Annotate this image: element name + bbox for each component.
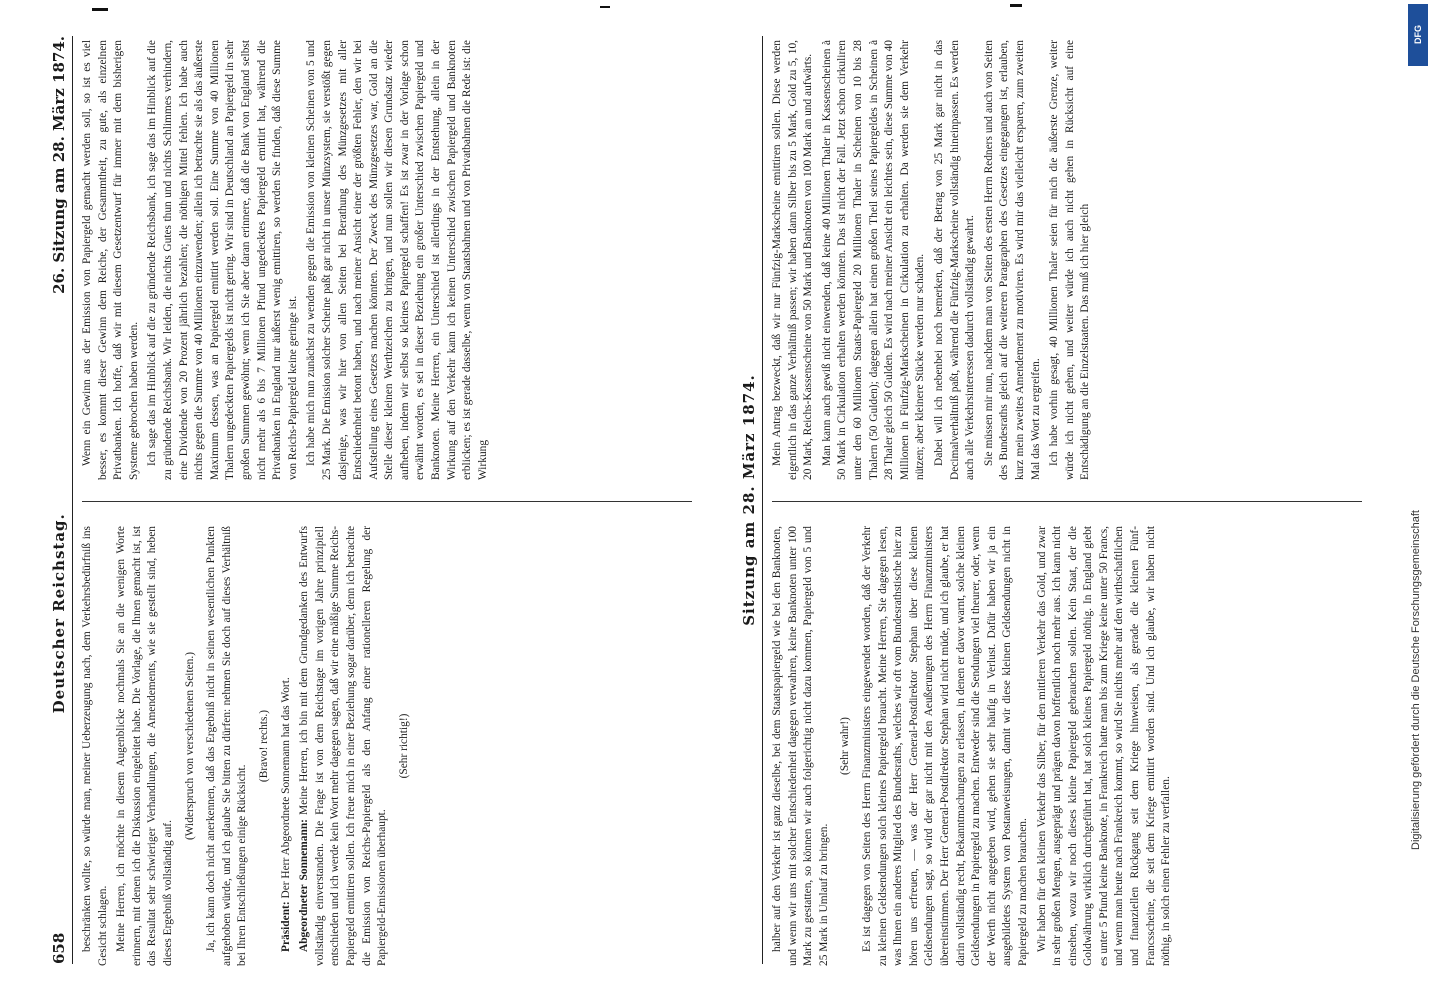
speech-paragraph (279, 526, 295, 966)
running-head: Sitzung am 28. März 1874. (740, 374, 758, 626)
speech-text: Der Herr Abgeordnete Sonnemann hat das Wort. (279, 677, 292, 899)
paragraph: halber auf den Verkehr ist ganz dieselbe, bei dem Staatspapiergeld wie bei den Banknoten, und wenn wir uns mit solcher Entschiedenheit dagegen verwahren, keine Banknoten unter 100 Mark zu gestatten, so können wir auch folgerichtig nicht dazu kommen, Papiergeld von 5 und 25 Mark in Umlauf zu bringen. (771, 526, 830, 966)
text-column-left (770, 526, 1178, 966)
paragraph: Ich sage das im Hinblick auf die zu gründende Reichsbank, ich sage das im Hinblick auf die zu gründende Reichsbank. Wir leiden, die nichts Gutes thun und nichts Schlimmes verhindern, eine Dividende von 20 Prozent jährlich bezahlen; die nöthigen Mittel fehlen. Ich habe auch nichts gegen die Summe von 40 Millionen einzuwenden; allein ich betrachte sie als das äußerste Maximum dessen, was an Papiergeld emittirt werden soll. Eine Summe von 40 Millionen Thalern ungedeckten Papiergelds ist nicht gering. Wir sind in Deutschland an Papiergeld in sehr großen Summen gewöhnt; wenn ich Sie aber daran erinnere, daß die Bank von England selbst nicht mehr als 6 bis 7 Millionen Pfund ungedecktes Papiergeld emittirt hat, während die Privatbanken in England nur äußerst wenig emittiren, so werden Sie finden, daß diese Summe von Reichs-Papiergeld keine geringe ist. (146, 40, 299, 480)
speech-paragraph (297, 526, 391, 966)
credit-text: Digitalisierung gefördert durch die Deutsche Forschungsgemeinschaft (1410, 510, 1422, 850)
page-header (46, 36, 73, 964)
upper-page (730, 0, 1370, 1000)
paragraph: Wir haben für den kleinen Verkehr das Silber, für den mittleren Verkehr das Gold, und zwar in sehr großen Mengen, ausgeprägt und prägen davon hoffentlich noch mehr aus. Ich kann nicht einsehen, wozu wir noch dieses kleine Papiergeld gebrauchen sollen. Kein Staat, der die Goldwährung wirklich durchgeführt hat, hat solch kleines Papiergeld nöthig. In England giebt es unter 5 Pfund keine Banknote, in Frankreich hatte man bis zum Kriege keine unter 50 Francs, und wenn man heute nach Frankreich kommt, so wird Sie nichts mehr auf den wirthschaftlichen und finanziellen Rückgang seit dem Kriege hinweisen, als gerade die kleinen Fünf-Francsscheine, die seit dem Kriege emittirt worden sind. Und ich glaube, wir haben nicht nöthig, in solch einen Fehler zu verfallen. (1035, 526, 1173, 966)
text-column-right (80, 40, 494, 480)
paragraph: Mein Antrag bezweckt, daß wir nur Fünfzig-Markscheine emittiren sollen. Diese werden eigentlich in das ganze Verhältniß passen; wir haben dann Silber bis zu 5 Mark, Gold zu 5, 10, 20 Mark, Reichs-Kassenscheine von 50 Mark und Banknoten von 100 Mark an und aufwärts. (771, 40, 815, 480)
page-number: 658 (50, 932, 68, 964)
session-line: 26. Sitzung am 28. März 1874. (50, 36, 68, 294)
speaker-name: Präsident: (279, 898, 292, 952)
speech-text: Meine Herren, ich bin mit dem Grundgedanken des Entwurfs vollständig einverstanden. Die Frage ist von dem Reichstage im vorigen Jahre prinzipiell entschieden und ich werde kein Wort mehr dagegen sagen, daß wir eine mäßige Summe Reichs-Papiergeld emittiren sollen. Ich freue mich in einer Beziehung sogar darüber, denn ich betrachte die Emission von Reichs-Papiergeld als den Anfang einer rationelleren Regelung der Papiergeld-Emissionen überhaupt. (298, 525, 389, 966)
page-header (736, 36, 763, 964)
interjection: (Bravo! rechts.) (257, 709, 270, 783)
paragraph: Man kann auch gewiß nicht einwenden, daß keine 40 Millionen Thaler in Kassenscheinen à 50 Mark in Cirkulation erhalten werden könnten. Das ist nicht der Fall. Jetzt schon cirkuliren unter den 60 Millionen Staats-Papiergeld 20 Millionen Thaler in Scheinen von 10 bis 28 Thalern (50 Gulden); dagegen allein hat einen großen Theil seines Papiergeldes in Scheinen à 28 Thaler gleich 50 Gulden. Es wird nach meiner Ansicht ein leichtes sein, diese Summe von 40 Millionen in Fünfzig-Markscheinen in Cirkulation zu erhalten. Da werden sie dem Verkehr nützen; aber kleinere Stücke werden nur schaden. (820, 40, 927, 480)
running-head: Deutscher Reichstag. (50, 513, 68, 714)
column-rule (772, 501, 1362, 502)
speaker-name: Abgeordneter Sonnemann: (298, 814, 311, 952)
paragraph: Ich habe vorhin gesagt, 40 Millionen Thaler seien für mich die äußerste Grenze, weiter würde ich nicht gehen, und weiter würde ich auch nicht gehen in Rücksicht auf eine Entschädigung an die Einzelstaaten. Das muß ich hier gleich (1048, 40, 1092, 480)
paragraph: Wenn ein Gewinn aus der Emission von Papiergeld gemacht werden soll, so ist es viel besser, es kommt dieser Gewinn dem Reiche, der Gesammtheit, zu gute, als einzelnen Privatbanken. Ich hoffe, daß wir mit diesem Gesetzentwurf für immer mit dem bisherigen Systeme gebrochen haben werden. (81, 40, 140, 480)
digitization-credit (1404, 150, 1430, 850)
paragraph: Ja, ich kann doch nicht anerkennen, daß das Ergebniß nicht in seinen wesentlichen Punkten aufgehoben würde, und ich glaube Sie bitten zu dürfen: nehmen Sie doch auf dieses Verhältniß bei Ihren Entschließungen einige Rücksicht. (205, 526, 249, 966)
paragraph: Dabei will ich nebenbei noch bemerken, daß der Betrag von 25 Mark gar nicht in das Decimalverhältniß paßt, während die Fünfzig-Markscheine vollständig hineinpassen. Es werden auch alle Verkehrsinteressen dadurch vollständig gewahrt. (932, 40, 977, 480)
paragraph: beschränken wollte, so würde man, meiner Ueberzeugung nach, dem Verkehrsbedürfniß ins Gesicht schlagen. (81, 526, 109, 966)
paragraph: Meine Herren, ich möchte in diesem Augenblicke nochmals Sie an die wenigen Worte erinnern, mit denen ich die Diskussion eingeleitet habe. Die Vorlage, die Ihnen gemacht ist, ist das Resultat sehr schwieriger Verhandlungen, die Amendements, wie sie gestellt sind, heben dieses Ergebniß vollständig auf. (115, 526, 174, 966)
column-rule (82, 501, 692, 502)
text-column-left (80, 526, 418, 966)
dfg-logo-text: DFG (1413, 25, 1423, 44)
paragraph: Es ist dagegen von Seiten des Herrn Finanzministers eingewendet worden, daß der Verkehr zu kleinen Geldsendungen solch kleines Papiergeld braucht. Meine Herren, Sie dagegen lesen, was Ihnen ein anderes Mitglied des Bundesraths, welches wir oft vom Bundesrathstische hier zu hören uns erfreuen, — was der Herr General-Postdirektor Stephan über diese kleinen Geldsendungen sagt, so wird der gar nicht mit den Aeußerungen des Herrn Finanzministers übereinstimmen. Der Herr General-Postdirektor Stephan wird nicht müde, und ich glaube, er hat darin vollständig recht, Bekanntmachungen zu erlassen, in denen er davor warnt, solche kleinen Geldsendungen in Papiergeld zu machen. Entweder sind die Sendungen viel theurer, oder, wenn der Werth nicht angegeben wird, gehen sie sehr häufig in Verlust. Dafür haben wir ja ein ausgebildetes System von Postanweisungen, damit wir diese kleinen Geldsendungen nicht in Papiergeld zu machen brauchen. (860, 526, 1029, 966)
paragraph: Sie müssen mir nun, nachdem man von Seiten des ersten Herrn Redners und auch von Seiten des Bundesraths gleich auf die weiteren Paragraphen des Gesetzes eingegangen ist, erlauben, kurz mein zweites Amendement zu motiviren. Es wird mir das vielleicht ersparen, zum zweiten Mal das Wort zu ergreifen. (982, 40, 1042, 480)
interjection: (Widerspruch von verschiedenen Seiten.) (183, 651, 196, 841)
interjection: (Sehr wahr!) (839, 717, 852, 775)
paragraph: Ich habe mich nun zunächst zu wenden gegen die Emission von kleinen Scheinen von 5 und 25 Mark. Die Emission solcher Scheine paßt gar nicht in unser Münzsystem, sie verstößt gegen dasjenige, was wir hier von allen Seiten bei Berathung des Münzgesetzes mit aller Entschiedenheit betont haben, und nach meiner Ansicht einer der größten Fehler, den wir bei Aufstellung eines Gesetzes machen könnten. Der Zweck des Münzgesetzes war, Gold an die Stelle dieser kleinen Werthzeichen zu bringen, und nun sollen wir diesen Grundsatz wieder aufheben, indem wir selbst so kleines Papiergeld schaffen! Es ist zwar in der Vorlage schon erwähnt worden, es sei in dieser Beziehung ein großer Unterschied zwischen Papiergeld und Banknoten. Meine Herren, ein Unterschied ist allerdings in der Entstehung, allein in der Wirkung auf den Verkehr kann ich keinen Unterschied zwischen Papiergeld und Banknoten erblicken; es ist gerade dasselbe, wenn von Staatsbahnen und von Privatbahnen die Rede ist: die Wirkung (305, 40, 489, 480)
interjection: (Sehr richtig!) (397, 713, 410, 779)
lower-page (40, 0, 700, 1000)
dfg-logo (1408, 4, 1428, 66)
text-column-right (770, 40, 1097, 480)
